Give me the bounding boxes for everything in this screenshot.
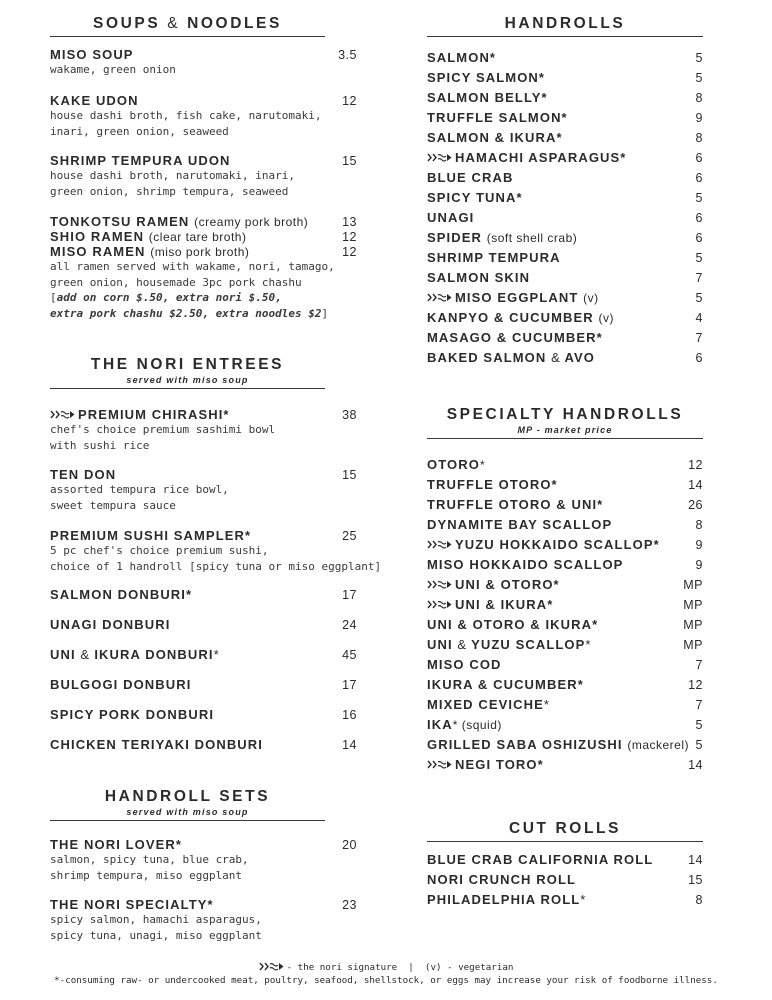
menu-item: MISO COD 7: [427, 657, 703, 672]
entrees-header: [50, 356, 325, 389]
nori-signature-icon: [427, 580, 452, 589]
menu-item: SALMON DONBURI* 17: [50, 587, 357, 602]
sets-subtitle: served with miso soup: [126, 807, 249, 817]
menu-item: SPIDER (soft shell crab) 6: [427, 230, 703, 245]
menu-item: SALMON* 5: [427, 50, 703, 65]
menu-item: UNI & OTORO & IKURA* MP: [427, 617, 703, 632]
specialty-list: [427, 457, 703, 777]
nori-signature-icon: [50, 410, 75, 419]
menu-item: SALMON & IKURA* 8: [427, 130, 703, 145]
menu-item: MISO HOKKAIDO SCALLOP 9: [427, 557, 703, 572]
menu-item: IKA* (squid) 5: [427, 717, 703, 732]
menu-item: SALMON BELLY* 8: [427, 90, 703, 105]
legend: - the nori signature | (v) - vegetarian: [0, 962, 772, 973]
cutrolls-header: [427, 820, 703, 842]
handrolls-list: [427, 50, 703, 370]
menu-item: SALMON SKIN 7: [427, 270, 703, 285]
menu-item: BULGOGI DONBURI 17: [50, 677, 357, 692]
menu-item: SHRIMP TEMPURA 5: [427, 250, 703, 265]
soups-title: SOUPS & NOODLES: [93, 15, 282, 32]
menu-item: PREMIUM SUSHI SAMPLER* 25 5 pc chef's choice premium sushi, choice of 1 handroll [spicy tuna or miso eggplant]: [50, 528, 382, 573]
menu-item: SPICY TUNA* 5: [427, 190, 703, 205]
menu-item: UNI & YUZU SCALLOP* MP: [427, 637, 703, 652]
menu-item: SPICY SALMON* 5: [427, 70, 703, 85]
sets-title: HANDROLL SETS: [104, 788, 271, 805]
menu-item: BLUE CRAB CALIFORNIA ROLL 14: [427, 852, 703, 867]
menu-item: YUZU HOKKAIDO SCALLOP* 9: [427, 537, 703, 557]
menu-item: SPICY PORK DONBURI 16: [50, 707, 357, 722]
menu-item: NEGI TORO* 14: [427, 757, 703, 777]
entrees-title: THE NORI ENTREES: [90, 356, 285, 373]
menu-item: MASAGO & CUCUMBER* 7: [427, 330, 703, 345]
menu-item: HAMACHI ASPARAGUS* 6: [427, 150, 703, 170]
sets-header: [50, 788, 325, 821]
specialty-header: [427, 406, 703, 439]
menu-item: SHRIMP TEMPURA UDON 15 house dashi broth, narutomaki, inari, green onion, shrimp tempura, seaweed: [50, 153, 357, 198]
specialty-title: SPECIALTY HANDROLLS: [446, 406, 684, 423]
menu-item: UNI & IKURA* MP: [427, 597, 703, 617]
handrolls-title: HANDROLLS: [504, 15, 626, 32]
menu-item: OTORO* 12: [427, 457, 703, 472]
menu-item: TRUFFLE OTORO & UNI* 26: [427, 497, 703, 512]
menu-item: TRUFFLE SALMON* 9: [427, 110, 703, 125]
menu-item: TRUFFLE OTORO* 14: [427, 477, 703, 492]
specialty-subtitle: MP - market price: [517, 425, 613, 435]
menu-item: UNI & IKURA DONBURI* 45: [50, 647, 357, 662]
menu-item: NORI CRUNCH ROLL 15: [427, 872, 703, 887]
nori-signature-icon: [427, 540, 452, 549]
menu-item: THE NORI SPECIALTY* 23 spicy salmon, hamachi asparagus, spicy tuna, unagi, miso eggplant: [50, 897, 357, 942]
nori-signature-icon: [427, 760, 452, 769]
menu-item: THE NORI LOVER* 20 salmon, spicy tuna, blue crab, shrimp tempura, miso eggplant: [50, 837, 357, 882]
menu-item: DYNAMITE BAY SCALLOP 8: [427, 517, 703, 532]
menu-item: IKURA & CUCUMBER* 12: [427, 677, 703, 692]
menu-item: UNAGI 6: [427, 210, 703, 225]
menu-item: TEN DON 15 assorted tempura rice bowl, sweet tempura sauce: [50, 467, 357, 512]
menu-item: UNAGI DONBURI 24: [50, 617, 357, 632]
menu-item: PREMIUM CHIRASHI* 38 chef's choice premium sashimi bowl with sushi rice: [50, 407, 357, 452]
menu-item: GRILLED SABA OSHIZUSHI (mackerel) 5: [427, 737, 703, 752]
cutrolls-list: [427, 852, 703, 912]
soups-header: [50, 15, 325, 37]
menu-item: MISO EGGPLANT (v) 5: [427, 290, 703, 310]
menu-item: KANPYO & CUCUMBER (v) 4: [427, 310, 703, 325]
menu-item: UNI & OTORO* MP: [427, 577, 703, 597]
menu-item: BAKED SALMON & AVO 6: [427, 350, 703, 365]
cutrolls-title: CUT ROLLS: [508, 820, 622, 837]
disclaimer: *-consuming raw- or undercooked meat, poultry, seafood, shellstock, or eggs may increase your risk of foodborne illness.: [54, 975, 718, 986]
nori-signature-icon: [259, 962, 284, 971]
ramen-group: TONKOTSU RAMEN (creamy pork broth) 13 SHIO RAMEN (clear tare broth) 12 MISO RAMEN (miso pork broth) 12 all ramen served with wakame, nori, tamago, green onion, housemade 3pc pork chashu [add on corn $.50, extra nori $.50, extra pork chashu $2.50, extra noodles $2]: [50, 214, 357, 320]
menu-item: KAKE UDON 12 house dashi broth, fish cake, narutomaki, inari, green onion, seaweed: [50, 93, 357, 138]
menu-item: MIXED CEVICHE* 7: [427, 697, 703, 712]
nori-signature-icon: [427, 293, 452, 302]
entrees-subtitle: served with miso soup: [126, 375, 249, 385]
nori-signature-icon: [427, 153, 452, 162]
menu-item: CHICKEN TERIYAKI DONBURI 14: [50, 737, 357, 752]
handrolls-header: [427, 15, 703, 37]
nori-signature-icon: [427, 600, 452, 609]
menu-item: PHILADELPHIA ROLL* 8: [427, 892, 703, 907]
menu-item: BLUE CRAB 6: [427, 170, 703, 185]
menu-item: MISO SOUP 3.5 wakame, green onion: [50, 47, 357, 76]
